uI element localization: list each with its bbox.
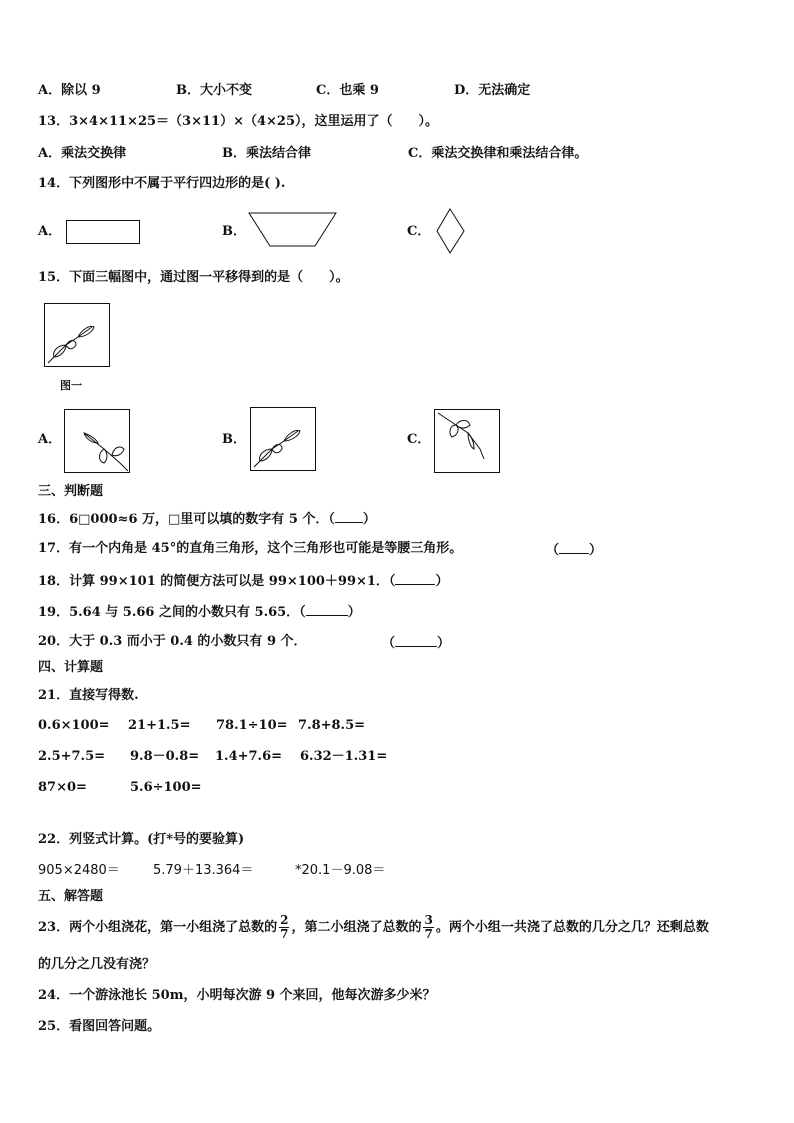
- q15-stem: 15．下面三幅图中，通过图一平移得到的是（ ）。: [38, 270, 349, 285]
- section-five-heading: 五、解答题: [38, 889, 104, 904]
- rhombus-shape: [436, 208, 466, 256]
- q23-line2: 的几分之几没有浇？: [38, 957, 156, 972]
- q21-item: 5.6÷100=: [130, 780, 202, 795]
- q21-item: 1.4+7.6=: [215, 749, 283, 764]
- q15-label-c: C．: [407, 432, 431, 447]
- q21-item: 2.5+7.5=: [38, 749, 106, 764]
- q21-item: 6.32－1.31=: [300, 749, 388, 764]
- q24: 24．一个游泳池长 50m，小明每次游 9 个来回，他每次游多少米？: [38, 988, 436, 1003]
- q18-text: 18．计算 99×101 的简便方法可以是 99×100＋99×1．（: [38, 574, 396, 589]
- q23-fraction-one: [279, 914, 289, 941]
- q14-label-c: C．: [407, 224, 431, 239]
- q17-bracket: [546, 541, 602, 559]
- option-b-branch: [250, 407, 318, 473]
- option-a-branch: [64, 409, 132, 475]
- q20-bracket: [382, 634, 450, 652]
- figure-one-branch: [44, 303, 112, 369]
- q20-text: 20．大于 0.3 而小于 0.4 的小数只有 9 个．: [38, 634, 307, 649]
- q18-close: ）: [435, 574, 449, 589]
- q22-item: *20.1－9.08＝: [295, 863, 386, 878]
- q18: [38, 572, 448, 590]
- q15-label-a: A．: [38, 432, 62, 447]
- q25: 25．看图回答问题。: [38, 1019, 161, 1034]
- q12-option-b: B．大小不变: [176, 83, 252, 98]
- q21-item: 21+1.5=: [128, 718, 191, 733]
- q12-option-a: A．除以 9: [38, 83, 101, 98]
- q13-option-c: C．乘法交换律和乘法结合律。: [408, 146, 588, 161]
- section-three-heading: 三、判断题: [38, 484, 104, 499]
- section-four-heading: 四、计算题: [38, 660, 104, 675]
- q23-fraction-two: [423, 914, 433, 941]
- q22-item: 905×2480＝: [38, 863, 120, 878]
- fraction-denominator: 7: [424, 927, 433, 941]
- q22-stem: 22．列竖式计算。(打*号的要验算): [38, 832, 245, 847]
- q20-close: ）: [437, 636, 451, 651]
- q20: [38, 634, 307, 650]
- fraction-denominator: 7: [280, 927, 289, 941]
- q17-close: ）: [589, 543, 603, 558]
- q21-item: 7.8+8.5=: [298, 718, 366, 733]
- rectangle-shape: [66, 220, 142, 246]
- q17-answer-blank[interactable]: [559, 541, 589, 554]
- q12-option-c: C．也乘 9: [316, 83, 379, 98]
- q23: [38, 912, 709, 944]
- q20-answer-blank[interactable]: [395, 634, 437, 647]
- q23-part2: ，第二小组浇了总数的: [291, 920, 422, 935]
- q19-close: ）: [347, 605, 361, 620]
- q23-part1: 23．两个小组浇花，第一小组浇了总数的: [38, 920, 278, 935]
- q18-answer-blank[interactable]: [395, 572, 435, 585]
- figure-one-caption: 图一: [60, 379, 82, 392]
- trapezoid-shape: [248, 212, 338, 248]
- q13-option-a: A．乘法交换律: [38, 146, 127, 161]
- q19-answer-blank[interactable]: [306, 603, 348, 616]
- q15-label-b: B．: [222, 432, 246, 447]
- q23-part3: 。两个小组一共浇了总数的几分之几？还剩总数: [435, 920, 709, 935]
- q14-label-b: B．: [222, 224, 246, 239]
- q21-stem: 21．直接写得数.: [38, 688, 139, 703]
- q16: [38, 510, 376, 528]
- q12-option-d: D．无法确定: [454, 83, 531, 98]
- q19-text: 19．5.64 与 5.66 之间的小数只有 5.65．（: [38, 605, 306, 620]
- q14-stem: 14．下列图形中不属于平行四边形的是( ).: [38, 176, 286, 191]
- q17-open: （: [546, 543, 560, 558]
- q21-item: 78.1÷10=: [216, 718, 288, 733]
- q17: [38, 541, 462, 557]
- q17-text: 17．有一个内角是 45°的直角三角形，这个三角形也可能是等腰三角形。: [38, 541, 463, 556]
- q13-option-b: B．乘法结合律: [222, 146, 311, 161]
- q16-close: ）: [362, 512, 376, 527]
- q16-answer-blank[interactable]: [335, 510, 363, 523]
- q21-item: 0.6×100=: [38, 718, 110, 733]
- q13-stem: 13．3×4×11×25＝（3×11）×（4×25），这里运用了（ ）。: [38, 114, 438, 129]
- q16-text: 16．6□000≈6 万，□里可以填的数字有 5 个．（: [38, 512, 335, 527]
- q14-label-a: A．: [38, 224, 62, 239]
- fraction-numerator: 3: [424, 913, 433, 927]
- q20-open: （: [382, 636, 396, 651]
- fraction-numerator: 2: [280, 913, 289, 927]
- option-c-branch: [434, 409, 502, 475]
- q21-item: 9.8－0.8=: [130, 749, 200, 764]
- q21-item: 87×0=: [38, 780, 87, 795]
- q22-item: 5.79＋13.364＝: [153, 863, 254, 878]
- q19: [38, 603, 361, 621]
